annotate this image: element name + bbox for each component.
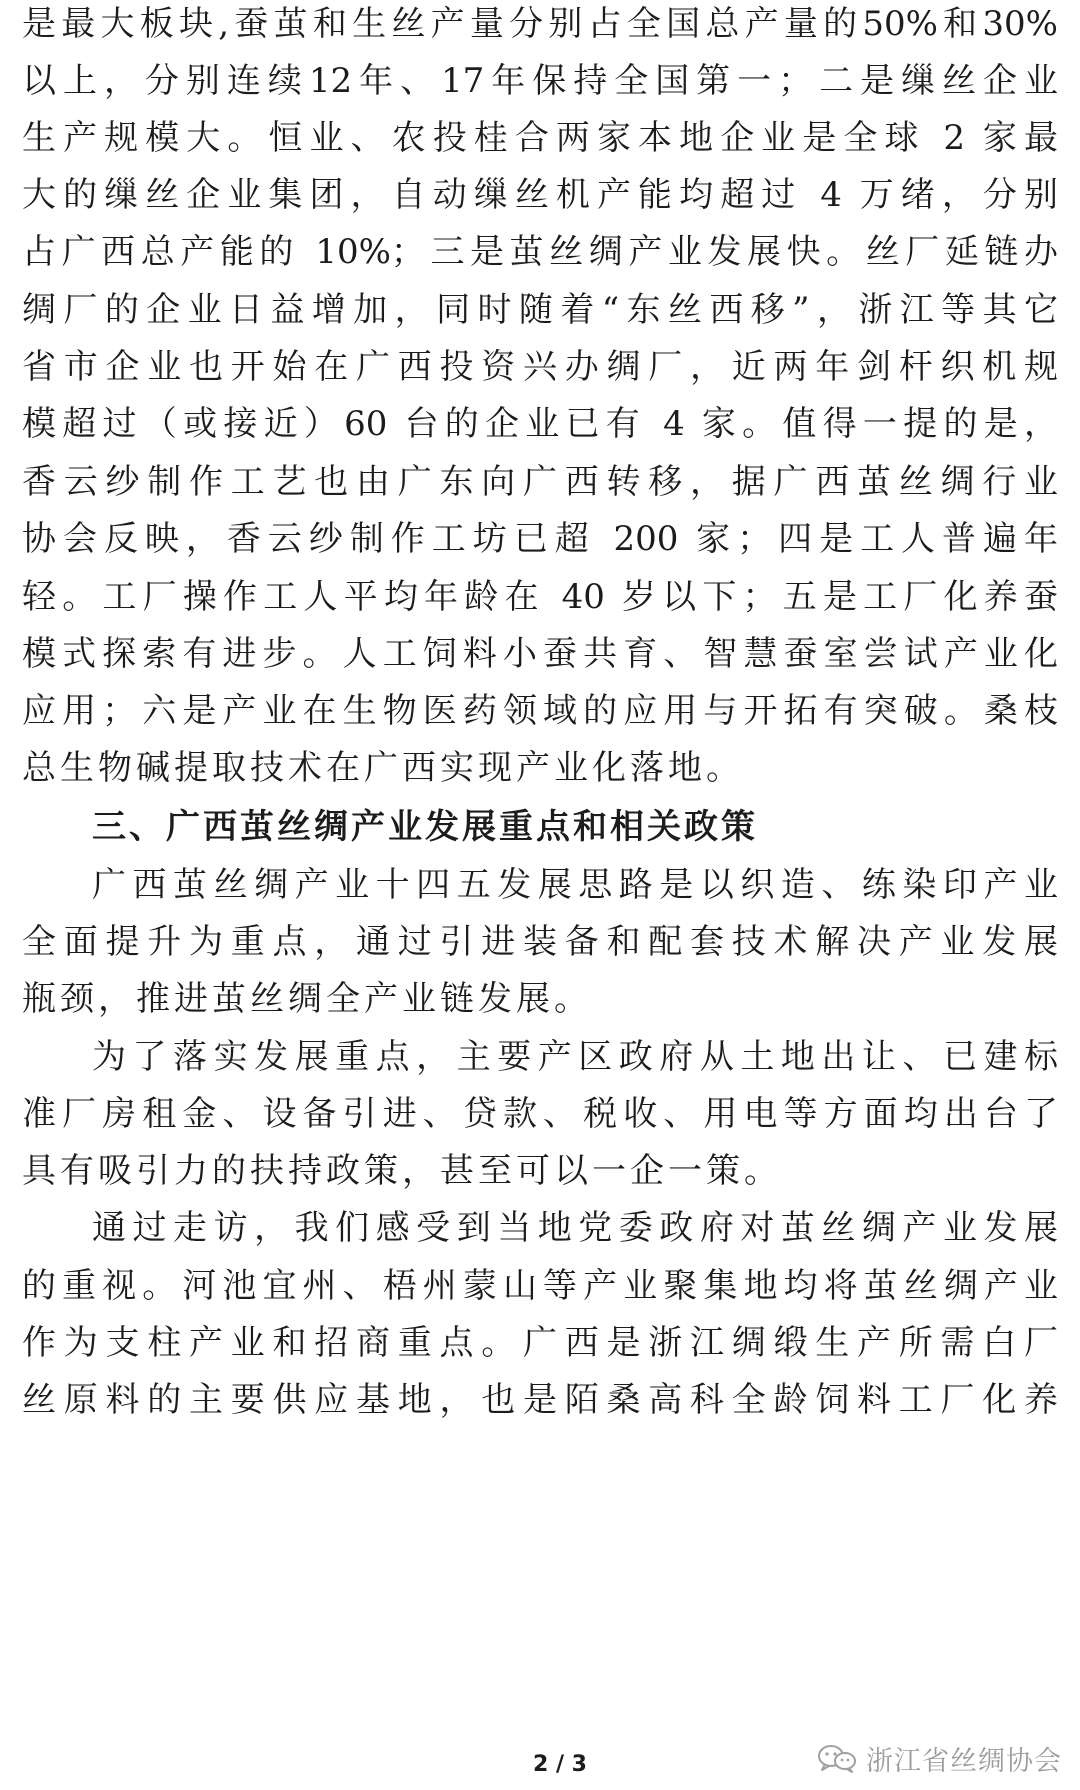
body-text-line: 准厂房租金、设备引进、贷款、税收、用电等方面均出台了 bbox=[22, 1094, 1058, 1134]
body-text-line: 具有吸引力的扶持政策，甚至可以一企一策。 bbox=[22, 1151, 782, 1191]
body-text-line: 以上，分别连续12年、17年保持全国第一；二是缫丝企业 bbox=[22, 61, 1058, 101]
watermark-text: 浙江省丝绸协会 bbox=[866, 1745, 1062, 1777]
body-text-line: 轻。工厂操作工人平均年龄在 40 岁以下；五是工厂化养蚕 bbox=[22, 577, 1058, 617]
body-text-line: 占广西总产能的 10%；三是茧丝绸产业发展快。丝厂延链办 bbox=[22, 232, 1058, 272]
body-text-line: 模式探索有进步。人工饲料小蚕共育、智慧蚕室尝试产业化 bbox=[22, 634, 1058, 674]
body-text-line: 总生物碱提取技术在广西实现产业化落地。 bbox=[22, 748, 744, 788]
wechat-watermark bbox=[816, 1738, 1062, 1778]
body-text-line: 协会反映，香云纱制作工坊已超 200 家；四是工人普遍年 bbox=[22, 519, 1058, 559]
body-text-line: 应用；六是产业在生物医药领域的应用与开拓有突破。桑枝 bbox=[22, 691, 1058, 731]
body-text-line: 全面提升为重点，通过引进装备和配套技术解决产业发展 bbox=[22, 922, 1058, 962]
body-text-line: 通过走访，我们感受到当地党委政府对茧丝绸产业发展 bbox=[92, 1208, 1058, 1248]
body-text-line: 是最大板块,蚕茧和生丝产量分别占全国总产量的50%和30% bbox=[22, 4, 1058, 44]
body-text-line: 生产规模大。恒业、农投桂合两家本地企业是全球 2 家最 bbox=[22, 118, 1058, 158]
body-text-line: 为了落实发展重点，主要产区政府从土地出让、已建标 bbox=[92, 1037, 1058, 1077]
body-text-line: 丝原料的主要供应基地，也是陌桑高科全龄饲料工厂化养 bbox=[22, 1380, 1058, 1420]
section-heading: 三、广西茧丝绸产业发展重点和相关政策 bbox=[92, 807, 758, 847]
page-number: 2 / 3 bbox=[533, 1752, 587, 1777]
body-text-line: 广西茧丝绸产业十四五发展思路是以织造、练染印产业 bbox=[92, 865, 1058, 905]
body-text-line: 省市企业也开始在广西投资兴办绸厂，近两年剑杆织机规 bbox=[22, 347, 1058, 387]
body-text-line: 绸厂的企业日益增加，同时随着“东丝西移”，浙江等其它 bbox=[22, 290, 1058, 330]
body-text-line: 瓶颈，推进茧丝绸全产业链发展。 bbox=[22, 979, 592, 1019]
body-text-line: 模超过（或接近）60 台的企业已有 4 家。值得一提的是， bbox=[22, 404, 1058, 444]
body-text-line: 的重视。河池宜州、梧州蒙山等产业聚集地均将茧丝绸产业 bbox=[22, 1266, 1058, 1306]
body-text-line: 作为支柱产业和招商重点。广西是浙江绸缎生产所需白厂 bbox=[22, 1323, 1058, 1363]
wechat-icon bbox=[816, 1743, 858, 1773]
body-text-line: 香云纱制作工艺也由广东向广西转移，据广西茧丝绸行业 bbox=[22, 462, 1058, 502]
body-text-line: 大的缫丝企业集团，自动缫丝机产能均超过 4 万绪，分别 bbox=[22, 175, 1058, 215]
